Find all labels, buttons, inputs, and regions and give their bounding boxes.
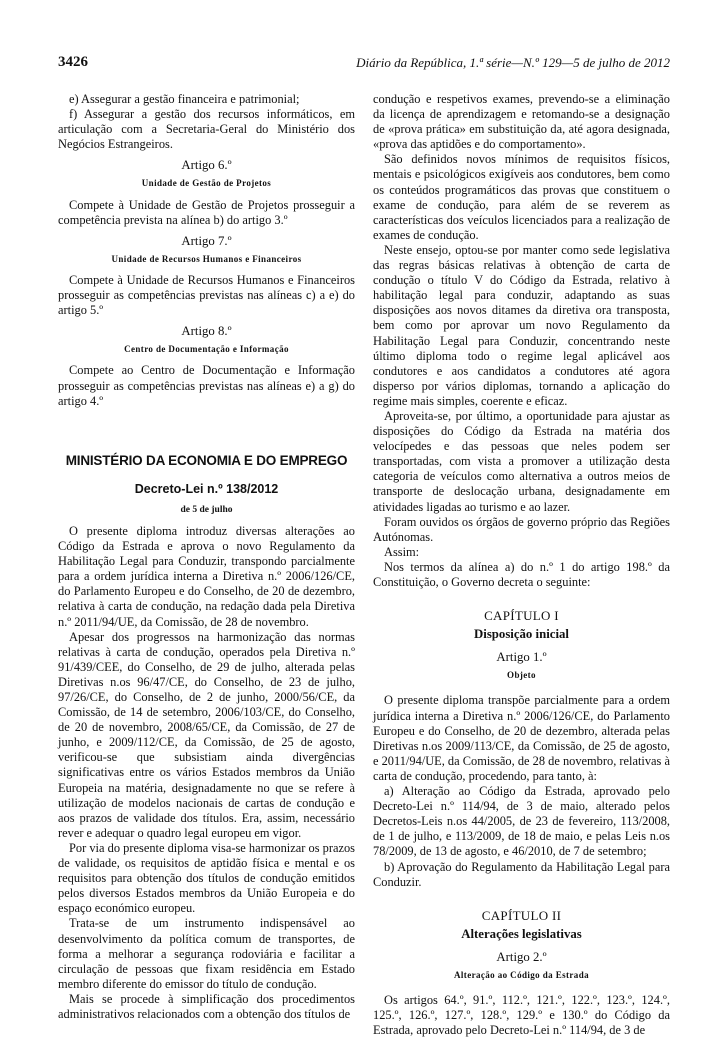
article-7-text: Compete à Unidade de Recursos Humanos e Financeiros prosseguir as competências previstas nas alíneas c) a e) do artigo 5.º bbox=[58, 272, 355, 318]
preamble-paragraph: condução e respetivos exames, prevendo-se a eliminação da licença de aprendizagem e retomando-se a designação de «prova prática» em substituição da, até agora designada, «prova das aptidões e do comportamento». bbox=[373, 92, 670, 152]
preamble-paragraph: Apesar dos progressos na harmonização das normas relativas à carta de condução, operados pela Diretiva n.º 91/439/CEE, do Conselho, de 29 de julho, alterada pelas Diretivas n.os 96/47/CE, do Conselho, de 23 de julho, 97/26/CE, do Conselho, de 2 de junho, 2000/56/CE, da Comissão, de 14 de setembro, 2006/103/CE, do Conselho, de 20 de novembro, 2008/65/CE, da Comissão, de 27 de junho, e 2009/112/CE, da Comissão, de 25 de agosto, verificou-se que subsistiam ainda divergências significativas entre os vários Estados membros da União Europeia na matéria, designadamente no que se refere à utilização de modelos nacionais de cartas de condução e aos prazos de validade dos títulos. Era, assim, necessário rever e adequar o quadro legal europeu em vigor. bbox=[58, 629, 355, 840]
preamble-paragraph: Trata-se de um instrumento indispensável ao desenvolvimento da política comum de transportes, de forma a melhorar a segurança rodoviária e facilitar a circulação de pessoas que fixam residência em Estado membro diferente do emissor do título de condução. bbox=[58, 916, 355, 991]
article-6-text: Compete à Unidade de Gestão de Projetos prosseguir a competência prevista na alínea b) do artigo 3.º bbox=[58, 197, 355, 227]
page-header bbox=[58, 54, 670, 76]
paragraph-item-f: f) Assegurar a gestão dos recursos informáticos, em articulação com a Secretaria-Geral do Ministério dos Negócios Estrangeiros. bbox=[58, 107, 355, 152]
article-2-heading: Artigo 2.º bbox=[496, 949, 547, 964]
article-8-heading: Artigo 8.º bbox=[181, 324, 232, 339]
article-1-title: Objeto bbox=[507, 670, 536, 681]
preamble-paragraph: Por via do presente diploma visa-se harmonizar os prazos de validade, os requisitos de aptidão física e mental e os requisitos para obtenção dos títulos de condução emitidos pelos diversos Estados membros da União Europeia e do espaço económico europeu. bbox=[58, 840, 355, 916]
article-1-heading: Artigo 1.º bbox=[496, 650, 547, 665]
chapter-1-heading: CAPÍTULO I bbox=[484, 608, 559, 624]
preamble-paragraph: Mais se procede à simplificação dos procedimentos administrativos relacionados com a obtenção dos títulos de bbox=[58, 991, 355, 1021]
article-1-item-b: b) Aprovação do Regulamento da Habilitação Legal para Conduzir. bbox=[373, 859, 670, 889]
page-number: 3426 bbox=[58, 54, 88, 70]
article-1-item-a: a) Alteração ao Código da Estrada, aprovado pelo Decreto-Lei n.º 114/94, de 3 de maio, alterado pelos Decretos-Leis n.os 44/2005, de 23 de fevereiro, 113/2008, de 1 de julho, e 113/2009, de 18 de maio, e pelas Leis n.os 78/2009, de 13 de agosto, e 46/2010, de 7 de setembro; bbox=[373, 784, 670, 859]
left-column bbox=[58, 92, 355, 1022]
preamble-paragraph: Aproveita-se, por último, a oportunidade para ajustar as disposições do Código da Estrada na matéria dos velocípedes e das pessoas que neles podem ser transportadas, com vista a promover a utilização desta categoria de veículos como alternativa a outros meios de transporte de deslocação urbana, designadamente em atividades ligadas ao turismo e ao lazer. bbox=[373, 408, 670, 514]
paragraph-item-e: e) Assegurar a gestão financeira e patrimonial; bbox=[69, 92, 300, 106]
article-2-title: Alteração ao Código da Estrada bbox=[454, 969, 589, 980]
article-7-heading: Artigo 7.º bbox=[181, 233, 232, 248]
preamble-paragraph: Neste ensejo, optou-se por manter como sede legislativa das regras básicas relativas à obtenção de carta de condução o título V do Código da Estrada, relativo à habilitação legal para conduzir, adaptando as suas disposições aos novos ditames da diretiva ora transposta, bem como por aprovar um novo Regulamento da Habilitação Legal para Conduzir, concentrando neste último diploma todo o regime legal aplicável aos condutores e aos candidatos a condutores até agora disperso por vários diplomas, tornando a aplicação do regime mais simples, coerente e eficaz. bbox=[373, 242, 670, 408]
chapter-1-title: Disposição inicial bbox=[474, 627, 569, 642]
chapter-2-title: Alterações legislativas bbox=[461, 926, 582, 941]
ministry-heading: MINISTÉRIO DA ECONOMIA E DO EMPREGO bbox=[65, 452, 348, 468]
preamble-paragraph: Assim: bbox=[384, 544, 420, 559]
chapter-2-heading: CAPÍTULO II bbox=[481, 907, 562, 923]
article-8-text: Compete ao Centro de Documentação e Informação prosseguir as competências previstas nas alíneas e) a g) do artigo 4.º bbox=[58, 363, 355, 408]
article-6-title: Unidade de Gestão de Projetos bbox=[141, 178, 272, 189]
preamble-paragraph: São definidos novos mínimos de requisitos físicos, mentais e psicológicos exigíveis aos condutores, bem como os conteúdos programáticos das provas que constituem o exame de condução, para além de se reverem as características dos veículos licenciados para a realização de exames de condução. bbox=[373, 152, 670, 242]
journal-title: Diário da República, 1.ª série—N.º 129—5 de julho de 2012 bbox=[356, 55, 670, 70]
decree-date: de 5 de julho bbox=[180, 504, 233, 515]
article-6-heading: Artigo 6.º bbox=[181, 158, 232, 173]
article-2-text: Os artigos 64.º, 91.º, 112.º, 121.º, 122.º, 123.º, 124.º, 125.º, 126.º, 127.º, 128.º, 129.º e 130.º do Código da Estrada, aprovado pelo Decreto-Lei n.º 114/94, de 3 de bbox=[373, 993, 670, 1038]
preamble-paragraph: Foram ouvidos os órgãos de governo próprio das Regiões Autónomas. bbox=[373, 514, 670, 544]
article-7-title: Unidade de Recursos Humanos e Financeiros bbox=[111, 253, 302, 264]
preamble-paragraph: O presente diploma introduz diversas alterações ao Código da Estrada e aprova o novo Regulamento da Habilitação Legal para Conduzir, transpondo parcialmente para a ordem jurídica interna a Diretiva n.º 2006/126/CE, do Parlamento Europeu e do Conselho, de 20 de dezembro, relativa à carta de condução, na redação dada pela Diretiva n.º 2011/94/UE, da Comissão, de 28 de novembro. bbox=[58, 523, 355, 629]
article-8-title: Centro de Documentação e Informação bbox=[124, 344, 289, 355]
decree-title: Decreto-Lei n.º 138/2012 bbox=[134, 481, 279, 496]
right-column bbox=[373, 92, 670, 1038]
preamble-paragraph: Nos termos da alínea a) do n.º 1 do artigo 198.º da Constituição, o Governo decreta o seguinte: bbox=[373, 559, 670, 589]
article-1-text: O presente diploma transpõe parcialmente para a ordem jurídica interna a Diretiva n.º 2006/126/CE, do Parlamento Europeu e do Conselho, de 20 de dezembro, alterada pelas Diretivas n.os 2009/113/CE, da Comissão, de 25 de agosto, e 2011/94/UE, da Comissão, de 28 de novembro, relativas à carta de condução, procedendo, para tanto, à: bbox=[373, 693, 670, 783]
